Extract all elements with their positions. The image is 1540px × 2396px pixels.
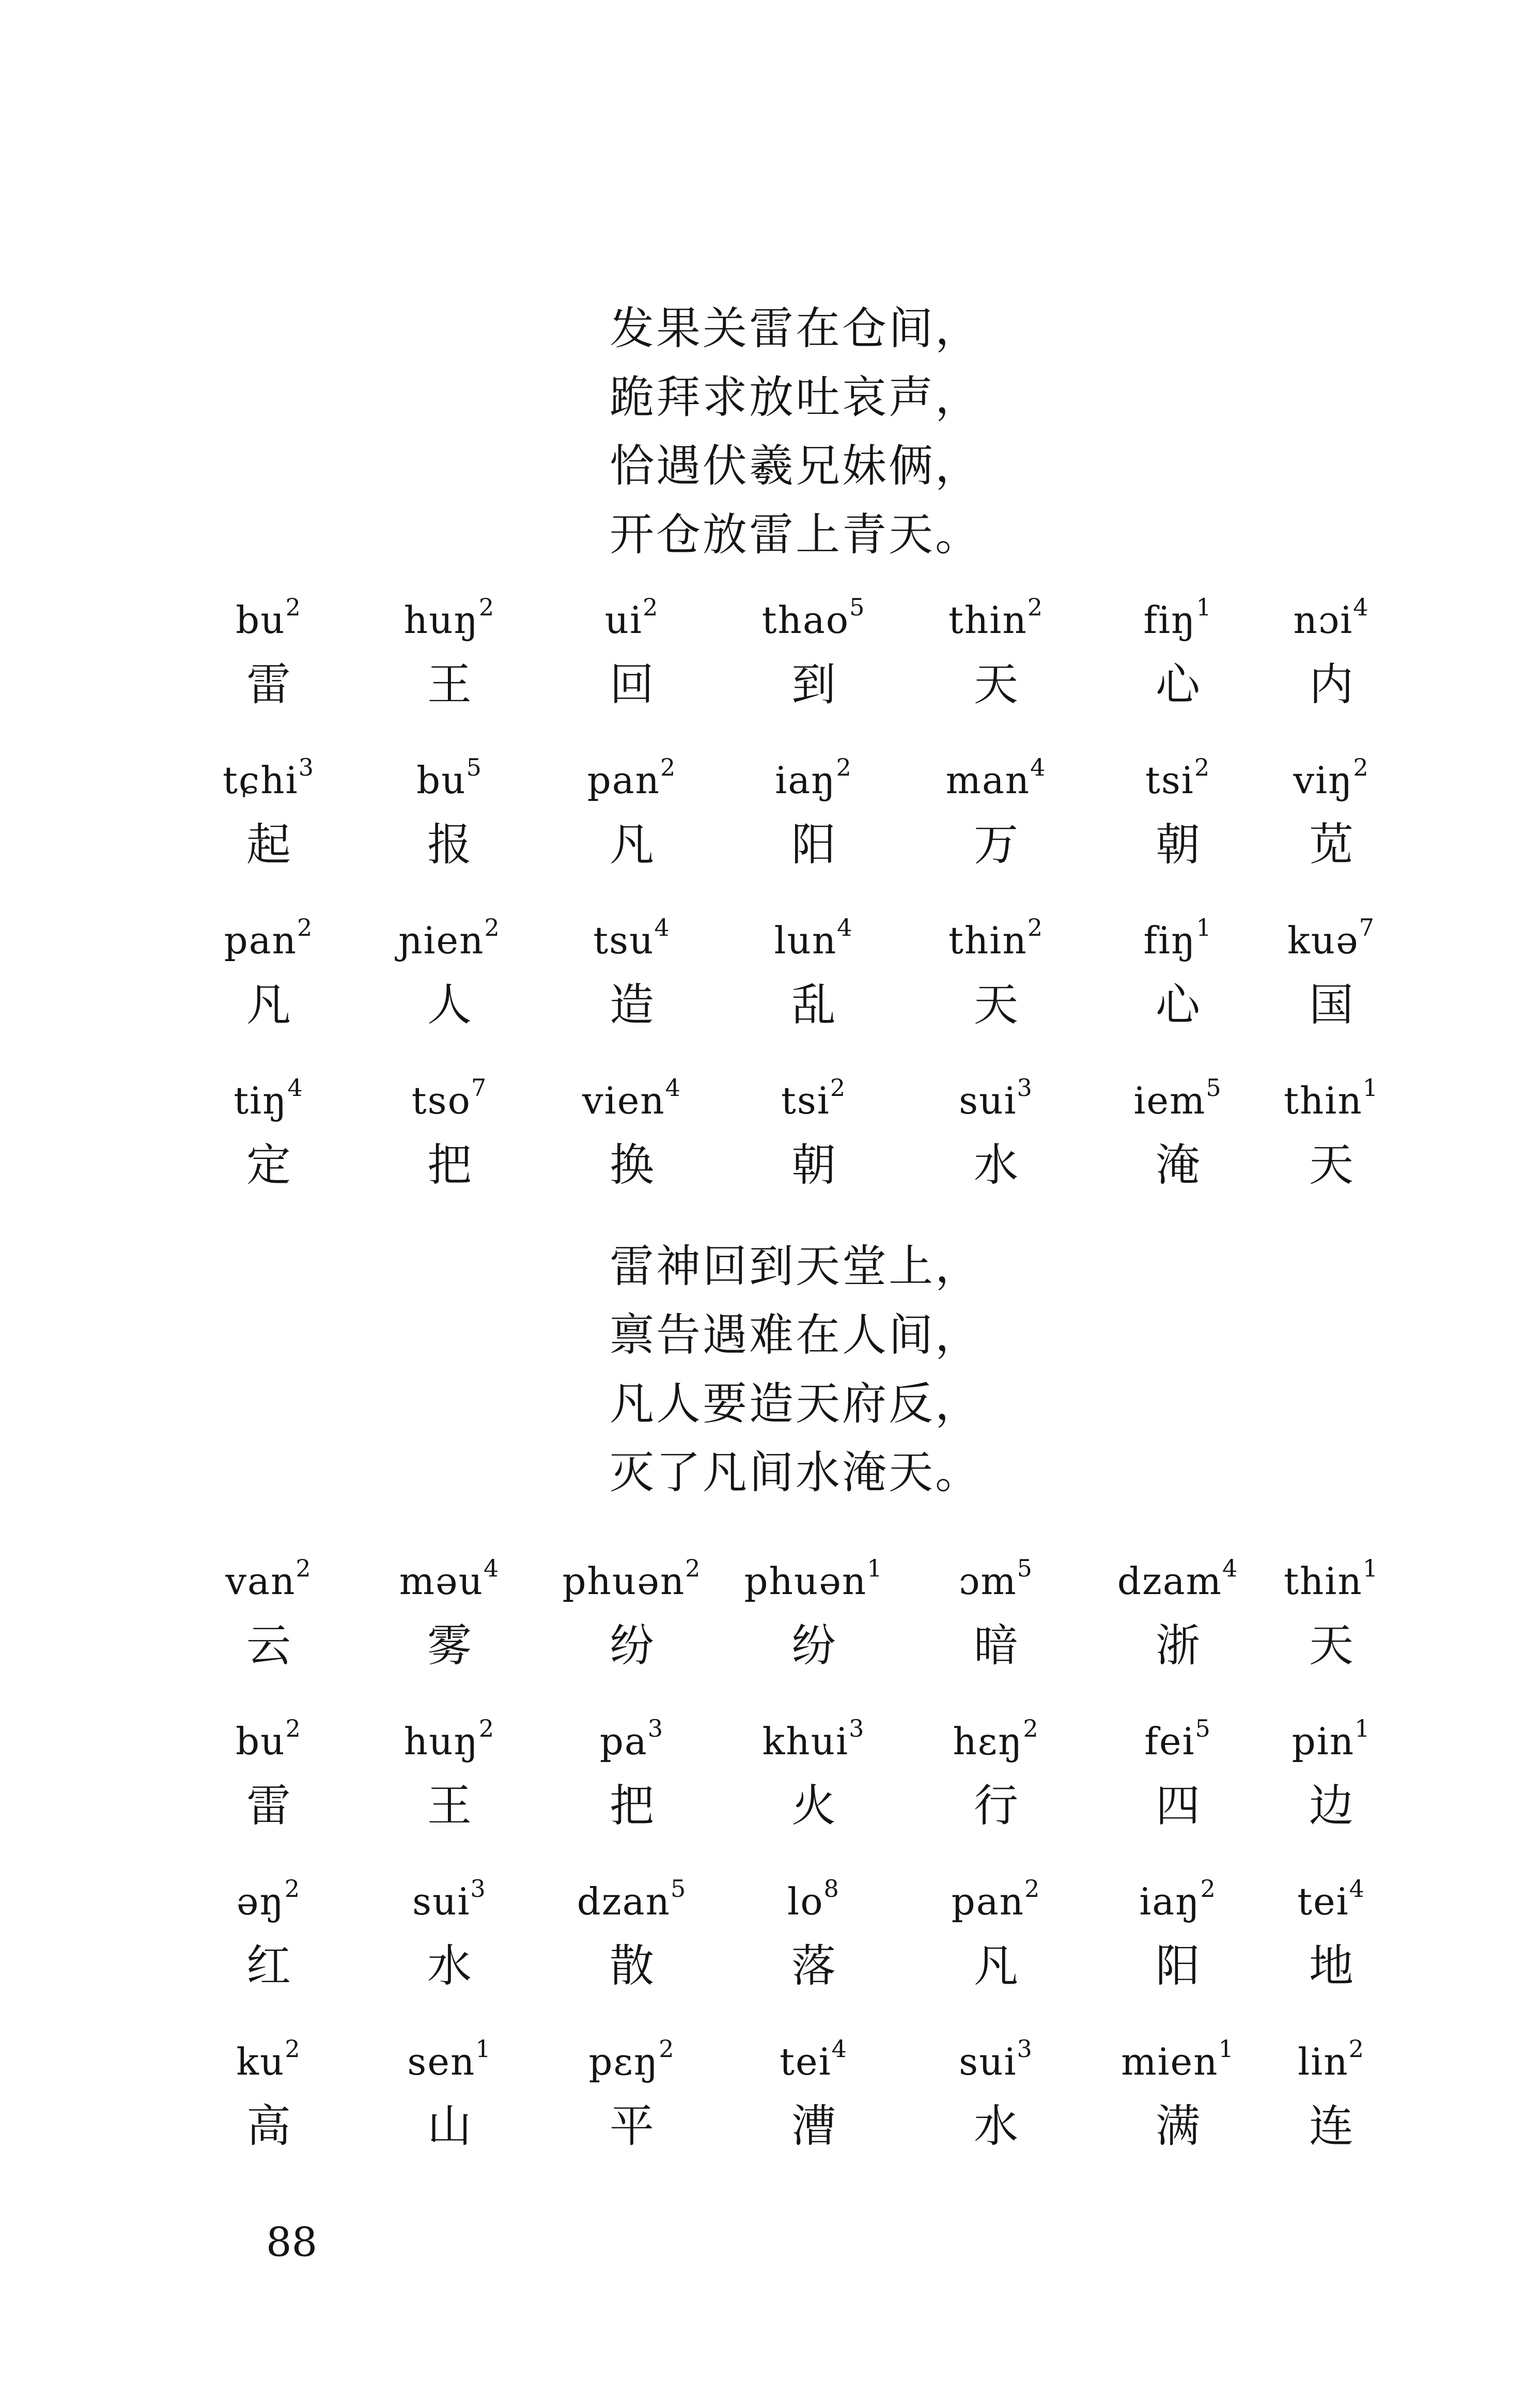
verse-top bbox=[610, 295, 982, 569]
hanzi-character: 漕 bbox=[791, 2100, 836, 2152]
phonetic-cell bbox=[356, 2036, 542, 2160]
romanization-syllable: viŋ bbox=[1293, 759, 1354, 802]
romanization bbox=[1238, 1075, 1424, 1126]
romanization bbox=[1238, 754, 1424, 806]
phonetic-row bbox=[196, 1555, 1436, 1715]
tone-number: 3 bbox=[298, 753, 315, 781]
phonetic-cell bbox=[539, 1075, 725, 1199]
tone-number: 2 bbox=[297, 914, 314, 941]
tone-number: 4 bbox=[287, 1074, 304, 1102]
hanzi-character: 苋 bbox=[1309, 819, 1354, 871]
phonetic-cell bbox=[539, 1555, 725, 1679]
tone-number: 2 bbox=[478, 593, 495, 621]
phonetic-cell bbox=[1238, 594, 1424, 718]
verse-line: 跪拜求放吐哀声， bbox=[610, 372, 982, 423]
tone-number: 5 bbox=[1206, 1074, 1222, 1102]
romanization bbox=[539, 915, 725, 966]
phonetic-cell bbox=[176, 2036, 362, 2160]
romanization bbox=[721, 1555, 907, 1607]
hanzi-character: 报 bbox=[427, 819, 472, 871]
hanzi-character: 阳 bbox=[791, 819, 836, 871]
tone-number: 2 bbox=[285, 1714, 302, 1742]
romanization bbox=[903, 915, 1089, 966]
romanization-syllable: ku bbox=[236, 2040, 285, 2083]
hanzi-character: 把 bbox=[610, 1780, 654, 1832]
hanzi-character: 雷 bbox=[246, 1780, 291, 1832]
hanzi-character: 天 bbox=[1309, 1620, 1354, 1672]
romanization bbox=[539, 1075, 725, 1126]
romanization-syllable: bu bbox=[236, 1720, 286, 1763]
romanization-syllable: tiŋ bbox=[234, 1079, 288, 1122]
phonetic-cell bbox=[903, 1555, 1089, 1679]
romanization bbox=[721, 594, 907, 646]
phonetic-row bbox=[196, 2036, 1436, 2196]
tone-number: 2 bbox=[643, 593, 659, 621]
phonetic-cell bbox=[176, 1876, 362, 2000]
page-number: 88 bbox=[266, 2219, 318, 2266]
romanization-syllable: tsu bbox=[593, 919, 655, 962]
phonetic-cell bbox=[1238, 1555, 1424, 1679]
romanization-syllable: tɕhi bbox=[223, 759, 299, 802]
tone-number: 1 bbox=[475, 2035, 492, 2063]
tone-number: 5 bbox=[1195, 1714, 1211, 1742]
phonetic-cell bbox=[176, 1715, 362, 1839]
romanization bbox=[903, 1555, 1089, 1607]
hanzi-character: 水 bbox=[974, 2100, 1018, 2152]
romanization-syllable: thin bbox=[1284, 1559, 1363, 1603]
tone-number: 5 bbox=[671, 1875, 687, 1903]
tone-number: 7 bbox=[1359, 914, 1375, 941]
romanization-syllable: məu bbox=[399, 1559, 484, 1603]
tone-number: 2 bbox=[836, 753, 852, 781]
verse-line: 灭了凡间水淹天。 bbox=[610, 1447, 982, 1498]
romanization-syllable: huŋ bbox=[403, 1720, 479, 1763]
verse-line: 雷神回到天堂上， bbox=[610, 1241, 982, 1292]
phonetic-cell bbox=[721, 2036, 907, 2160]
phonetic-cell bbox=[721, 1555, 907, 1679]
romanization-syllable: sen bbox=[407, 2040, 476, 2083]
verse-middle bbox=[610, 1232, 982, 1507]
phonetic-cell bbox=[176, 915, 362, 1039]
romanization-syllable: iaŋ bbox=[775, 759, 836, 802]
romanization-syllable: ɲien bbox=[398, 919, 485, 962]
romanization bbox=[721, 754, 907, 806]
hanzi-character: 王 bbox=[427, 659, 472, 710]
romanization bbox=[356, 754, 542, 806]
hanzi-character: 满 bbox=[1156, 2100, 1200, 2152]
tone-number: 3 bbox=[1017, 2035, 1033, 2063]
hanzi-character: 朝 bbox=[791, 1139, 836, 1191]
hanzi-character: 四 bbox=[1156, 1780, 1200, 1832]
phonetic-cell bbox=[1238, 1876, 1424, 2000]
romanization bbox=[539, 2036, 725, 2088]
phonetic-cell bbox=[1238, 1715, 1424, 1839]
romanization bbox=[1238, 594, 1424, 646]
romanization-syllable: nɔi bbox=[1293, 598, 1354, 642]
tone-number: 4 bbox=[837, 914, 853, 941]
hanzi-character: 纷 bbox=[791, 1620, 836, 1672]
phonetic-cell bbox=[356, 1715, 542, 1839]
hanzi-character: 万 bbox=[974, 819, 1018, 871]
tone-number: 2 bbox=[1200, 1875, 1217, 1903]
romanization-syllable: thin bbox=[948, 919, 1028, 962]
hanzi-character: 天 bbox=[974, 979, 1018, 1031]
tone-number: 2 bbox=[660, 753, 677, 781]
tone-number: 4 bbox=[665, 1074, 681, 1102]
romanization-syllable: phuən bbox=[744, 1559, 867, 1603]
phonetic-row bbox=[196, 1715, 1436, 1876]
hanzi-character: 地 bbox=[1309, 1940, 1354, 1992]
tone-number: 2 bbox=[830, 1074, 847, 1102]
hanzi-character: 国 bbox=[1309, 979, 1354, 1031]
romanization bbox=[1238, 915, 1424, 966]
romanization-syllable: fei bbox=[1144, 1720, 1195, 1763]
phonetic-cell bbox=[1238, 915, 1424, 1039]
phonetic-cell bbox=[539, 754, 725, 878]
tone-number: 4 bbox=[831, 2035, 848, 2063]
hanzi-character: 凡 bbox=[246, 979, 291, 1031]
romanization-syllable: əŋ bbox=[236, 1880, 285, 1923]
hanzi-character: 天 bbox=[974, 659, 1018, 710]
phonetic-cell bbox=[356, 754, 542, 878]
romanization bbox=[176, 1876, 362, 1927]
romanization-syllable: lo bbox=[787, 1880, 824, 1923]
phonetic-row bbox=[196, 915, 1436, 1075]
tone-number: 4 bbox=[1222, 1554, 1239, 1582]
romanization bbox=[1238, 1715, 1424, 1767]
tone-number: 1 bbox=[1218, 2035, 1235, 2063]
hanzi-character: 朝 bbox=[1156, 819, 1200, 871]
tone-number: 1 bbox=[1355, 1714, 1371, 1742]
romanization-syllable: van bbox=[225, 1559, 296, 1603]
phonetic-cell bbox=[903, 594, 1089, 718]
romanization-syllable: iem bbox=[1133, 1079, 1206, 1122]
hanzi-character: 水 bbox=[427, 1940, 472, 1992]
romanization bbox=[721, 915, 907, 966]
romanization-syllable: hɛŋ bbox=[953, 1720, 1023, 1763]
romanization-syllable: pɛŋ bbox=[588, 2040, 659, 2083]
romanization-syllable: khui bbox=[762, 1720, 849, 1763]
romanization-syllable: bu bbox=[416, 759, 466, 802]
phonetic-cell bbox=[1238, 754, 1424, 878]
romanization-syllable: iaŋ bbox=[1139, 1880, 1201, 1923]
hanzi-character: 山 bbox=[427, 2100, 472, 2152]
tone-number: 2 bbox=[1027, 914, 1044, 941]
hanzi-character: 连 bbox=[1309, 2100, 1354, 2152]
tone-number: 3 bbox=[470, 1875, 487, 1903]
romanization-syllable: tsi bbox=[1145, 759, 1194, 802]
romanization-syllable: tso bbox=[411, 1079, 471, 1122]
romanization bbox=[539, 1555, 725, 1607]
hanzi-character: 回 bbox=[610, 659, 654, 710]
hanzi-character: 浙 bbox=[1156, 1620, 1200, 1672]
hanzi-character: 心 bbox=[1156, 979, 1200, 1031]
verse-line: 恰遇伏羲兄妹俩， bbox=[610, 440, 982, 492]
hanzi-character: 纷 bbox=[610, 1620, 654, 1672]
romanization-syllable: thin bbox=[1284, 1079, 1363, 1122]
hanzi-character: 高 bbox=[246, 2100, 291, 2152]
tone-number: 2 bbox=[284, 1875, 301, 1903]
romanization-syllable: dzan bbox=[577, 1880, 671, 1923]
verse-line: 禀告遇难在人间， bbox=[610, 1309, 982, 1361]
hanzi-character: 乱 bbox=[791, 979, 836, 1031]
phonetic-cell bbox=[721, 594, 907, 718]
phonetic-grid-bottom bbox=[196, 1555, 1436, 2196]
tone-number: 3 bbox=[1017, 1074, 1033, 1102]
hanzi-character: 雾 bbox=[427, 1620, 472, 1672]
romanization-syllable: tei bbox=[780, 2040, 832, 2083]
hanzi-character: 淹 bbox=[1156, 1139, 1200, 1191]
romanization bbox=[1238, 1555, 1424, 1607]
phonetic-cell bbox=[721, 754, 907, 878]
phonetic-cell bbox=[721, 915, 907, 1039]
romanization bbox=[356, 1555, 542, 1607]
romanization-syllable: phuən bbox=[562, 1559, 686, 1603]
phonetic-cell bbox=[721, 1075, 907, 1199]
romanization-syllable: vien bbox=[582, 1079, 665, 1122]
phonetic-cell bbox=[903, 754, 1089, 878]
verse-line: 开仓放雷上青天。 bbox=[610, 509, 982, 561]
hanzi-character: 行 bbox=[974, 1780, 1018, 1832]
hanzi-character: 换 bbox=[610, 1139, 654, 1191]
romanization bbox=[356, 1075, 542, 1126]
tone-number: 3 bbox=[647, 1714, 664, 1742]
romanization bbox=[176, 2036, 362, 2088]
phonetic-cell bbox=[903, 2036, 1089, 2160]
phonetic-cell bbox=[539, 1876, 725, 2000]
tone-number: 2 bbox=[285, 593, 302, 621]
phonetic-cell bbox=[903, 1075, 1089, 1199]
romanization bbox=[1238, 1876, 1424, 1927]
romanization-syllable: sui bbox=[959, 1079, 1017, 1122]
tone-number: 2 bbox=[685, 1554, 702, 1582]
tone-number: 4 bbox=[654, 914, 671, 941]
romanization bbox=[903, 1715, 1089, 1767]
phonetic-cell bbox=[356, 1075, 542, 1199]
hanzi-character: 落 bbox=[791, 1940, 836, 1992]
tone-number: 2 bbox=[484, 914, 501, 941]
romanization bbox=[176, 1075, 362, 1126]
tone-number: 2 bbox=[1023, 1714, 1039, 1742]
tone-number: 1 bbox=[1196, 914, 1212, 941]
tone-number: 1 bbox=[1362, 1074, 1379, 1102]
phonetic-cell bbox=[1238, 2036, 1424, 2160]
romanization bbox=[721, 1715, 907, 1767]
phonetic-cell bbox=[176, 754, 362, 878]
hanzi-character: 定 bbox=[246, 1139, 291, 1191]
romanization-syllable: huŋ bbox=[403, 598, 479, 642]
hanzi-character: 红 bbox=[246, 1940, 291, 1992]
hanzi-character: 内 bbox=[1309, 659, 1354, 710]
romanization bbox=[539, 1876, 725, 1927]
tone-number: 5 bbox=[466, 753, 483, 781]
phonetic-cell bbox=[903, 915, 1089, 1039]
hanzi-character: 云 bbox=[246, 1620, 291, 1672]
tone-number: 4 bbox=[483, 1554, 500, 1582]
romanization bbox=[903, 594, 1089, 646]
tone-number: 2 bbox=[285, 2035, 301, 2063]
romanization bbox=[356, 1715, 542, 1767]
hanzi-character: 水 bbox=[974, 1139, 1018, 1191]
phonetic-cell bbox=[176, 594, 362, 718]
romanization bbox=[903, 754, 1089, 806]
phonetic-cell bbox=[176, 1555, 362, 1679]
phonetic-cell bbox=[356, 915, 542, 1039]
romanization-syllable: ui bbox=[604, 598, 643, 642]
romanization bbox=[356, 594, 542, 646]
romanization bbox=[539, 1715, 725, 1767]
phonetic-cell bbox=[539, 1715, 725, 1839]
tone-number: 5 bbox=[1017, 1554, 1033, 1582]
romanization bbox=[903, 1876, 1089, 1927]
romanization-syllable: fiŋ bbox=[1143, 598, 1196, 642]
tone-number: 7 bbox=[471, 1074, 488, 1102]
romanization bbox=[539, 594, 725, 646]
romanization-syllable: kuə bbox=[1287, 919, 1359, 962]
romanization bbox=[903, 2036, 1089, 2088]
phonetic-grid-top bbox=[196, 594, 1436, 1235]
hanzi-character: 心 bbox=[1156, 659, 1200, 710]
hanzi-character: 暗 bbox=[974, 1620, 1018, 1672]
romanization-syllable: dzam bbox=[1117, 1559, 1222, 1603]
tone-number: 3 bbox=[849, 1714, 865, 1742]
hanzi-character: 凡 bbox=[610, 819, 654, 871]
hanzi-character: 雷 bbox=[246, 659, 291, 710]
phonetic-row bbox=[196, 1876, 1436, 2036]
hanzi-character: 阳 bbox=[1156, 1940, 1200, 1992]
romanization-syllable: pan bbox=[587, 759, 661, 802]
romanization-syllable: pan bbox=[224, 919, 298, 962]
romanization-syllable: fiŋ bbox=[1143, 919, 1196, 962]
romanization bbox=[176, 754, 362, 806]
tone-number: 2 bbox=[1194, 753, 1211, 781]
phonetic-cell bbox=[356, 1876, 542, 2000]
romanization bbox=[356, 2036, 542, 2088]
phonetic-cell bbox=[1238, 1075, 1424, 1199]
tone-number: 2 bbox=[1353, 753, 1370, 781]
phonetic-cell bbox=[903, 1876, 1089, 2000]
tone-number: 4 bbox=[1353, 593, 1370, 621]
romanization-syllable: lin bbox=[1298, 2040, 1349, 2083]
romanization bbox=[356, 1876, 542, 1927]
romanization bbox=[721, 1075, 907, 1126]
tone-number: 2 bbox=[478, 1714, 495, 1742]
romanization bbox=[1238, 2036, 1424, 2088]
romanization-syllable: thin bbox=[948, 598, 1028, 642]
verse-line: 凡人要造天府反， bbox=[610, 1378, 982, 1430]
romanization bbox=[721, 2036, 907, 2088]
tone-number: 4 bbox=[1030, 753, 1047, 781]
phonetic-row bbox=[196, 754, 1436, 915]
romanization bbox=[721, 1876, 907, 1927]
phonetic-row bbox=[196, 594, 1436, 754]
phonetic-cell bbox=[176, 1075, 362, 1199]
romanization bbox=[903, 1075, 1089, 1126]
romanization bbox=[539, 754, 725, 806]
romanization-syllable: ɔm bbox=[959, 1559, 1017, 1603]
romanization-syllable: pa bbox=[599, 1720, 648, 1763]
romanization-syllable: tsi bbox=[781, 1079, 830, 1122]
romanization-syllable: tei bbox=[1297, 1880, 1349, 1923]
phonetic-cell bbox=[721, 1876, 907, 2000]
hanzi-character: 人 bbox=[427, 979, 472, 1031]
tone-number: 2 bbox=[1348, 2035, 1365, 2063]
tone-number: 1 bbox=[867, 1554, 883, 1582]
hanzi-character: 天 bbox=[1309, 1139, 1354, 1191]
hanzi-character: 到 bbox=[791, 659, 836, 710]
phonetic-cell bbox=[721, 1715, 907, 1839]
romanization bbox=[176, 1555, 362, 1607]
romanization bbox=[176, 1715, 362, 1767]
tone-number: 2 bbox=[659, 2035, 675, 2063]
tone-number: 2 bbox=[1024, 1875, 1041, 1903]
phonetic-cell bbox=[539, 594, 725, 718]
hanzi-character: 平 bbox=[610, 2100, 654, 2152]
tone-number: 2 bbox=[1027, 593, 1044, 621]
romanization-syllable: pin bbox=[1292, 1720, 1355, 1763]
romanization-syllable: mien bbox=[1121, 2040, 1219, 2083]
hanzi-character: 造 bbox=[610, 979, 654, 1031]
hanzi-character: 散 bbox=[610, 1940, 654, 1992]
hanzi-character: 边 bbox=[1309, 1780, 1354, 1832]
tone-number: 4 bbox=[1349, 1875, 1365, 1903]
verse-line: 发果关雷在仓间， bbox=[610, 303, 982, 354]
tone-number: 8 bbox=[823, 1875, 840, 1903]
hanzi-character: 王 bbox=[427, 1780, 472, 1832]
tone-number: 1 bbox=[1196, 593, 1212, 621]
phonetic-cell bbox=[903, 1715, 1089, 1839]
tone-number: 2 bbox=[295, 1554, 312, 1582]
phonetic-row bbox=[196, 1075, 1436, 1235]
hanzi-character: 火 bbox=[791, 1780, 836, 1832]
phonetic-cell bbox=[539, 915, 725, 1039]
romanization bbox=[356, 915, 542, 966]
romanization bbox=[176, 915, 362, 966]
romanization-syllable: bu bbox=[236, 598, 286, 642]
romanization-syllable: sui bbox=[412, 1880, 471, 1923]
romanization-syllable: thao bbox=[761, 598, 850, 642]
hanzi-character: 凡 bbox=[974, 1940, 1018, 1992]
tone-number: 5 bbox=[849, 593, 866, 621]
romanization-syllable: pan bbox=[951, 1880, 1025, 1923]
hanzi-character: 起 bbox=[246, 819, 291, 871]
hanzi-character: 把 bbox=[427, 1139, 472, 1191]
phonetic-cell bbox=[356, 1555, 542, 1679]
tone-number: 1 bbox=[1362, 1554, 1379, 1582]
romanization-syllable: sui bbox=[959, 2040, 1017, 2083]
romanization bbox=[176, 594, 362, 646]
romanization-syllable: lun bbox=[774, 919, 837, 962]
phonetic-cell bbox=[356, 594, 542, 718]
romanization-syllable: man bbox=[945, 759, 1031, 802]
phonetic-cell bbox=[539, 2036, 725, 2160]
